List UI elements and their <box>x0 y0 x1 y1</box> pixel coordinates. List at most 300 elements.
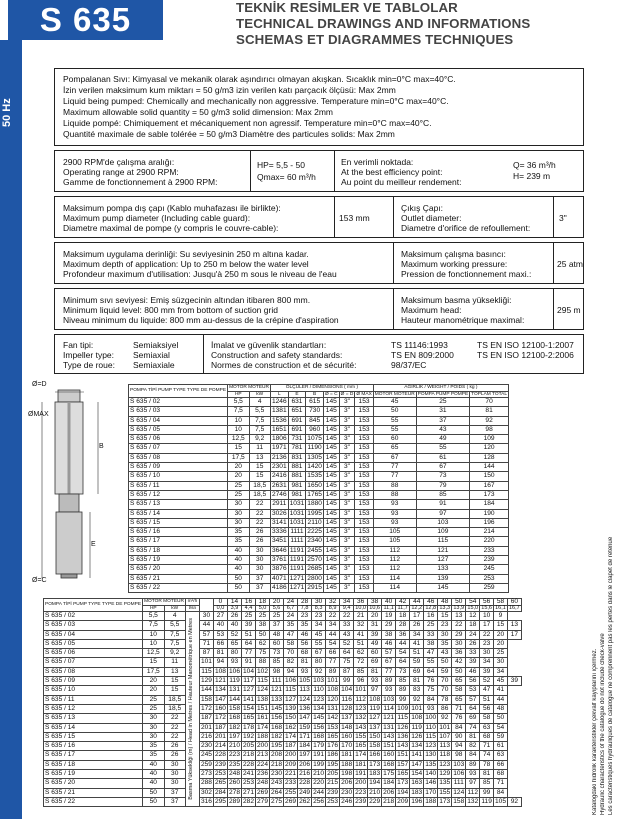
table-cell: 5,5 <box>228 398 249 407</box>
table-row <box>44 723 522 732</box>
flow-ls: 11,7 <box>397 604 408 611</box>
table-cell: 178 <box>243 723 255 731</box>
table-cell: 3" <box>339 509 355 518</box>
table-cell: 228 <box>214 751 226 759</box>
table-cell: 7,5 <box>143 621 164 630</box>
table-cell: 61 <box>416 453 469 462</box>
table-cell: 196 <box>470 518 509 527</box>
std-ts: TS EN 809:2000 <box>391 350 454 360</box>
flow-m3h: 18 <box>256 599 270 606</box>
table-cell: 105 <box>373 528 416 537</box>
table-cell: 36 <box>396 630 410 639</box>
table-cell: 151 <box>397 751 409 759</box>
table-cell: 121 <box>271 686 283 694</box>
table-cell: 224 <box>257 760 269 768</box>
table-cell: 119 <box>411 723 422 731</box>
table-cell: 81 <box>410 677 424 686</box>
table-cell: 127 <box>285 695 297 703</box>
table-cell: 114 <box>373 574 416 583</box>
table-cell: 84 <box>493 788 507 797</box>
table-cell: 124 <box>453 788 465 796</box>
table-cell: 88 <box>373 481 416 490</box>
table-cell: S 635 / 19 <box>129 556 228 565</box>
flow-ls: 5,0 <box>256 605 270 612</box>
flow-ls: 16,7 <box>509 604 520 611</box>
head-line: Maximum head: <box>401 305 462 315</box>
table-cell: 210 <box>369 788 381 796</box>
table-cell: 191 <box>313 751 325 759</box>
table-cell: 63 <box>480 723 494 732</box>
table-cell: 154 <box>411 770 423 778</box>
table-cell: 81 <box>480 770 494 779</box>
dimensions-table-wrap <box>128 384 509 593</box>
table-cell: 1190 <box>307 444 322 452</box>
table-cell: 1111 <box>288 537 306 546</box>
table-cell: 165 <box>355 742 367 750</box>
table-cell: 60 <box>368 649 382 658</box>
table-cell: 174 <box>355 751 367 759</box>
table-row <box>129 416 509 425</box>
table-row <box>129 425 509 434</box>
table-cell: S 635 / 21 <box>44 788 143 797</box>
table-cell: 99 <box>340 677 354 686</box>
col-kw: kW <box>164 605 185 612</box>
table-cell: 150 <box>470 472 509 481</box>
table-cell: 145 <box>323 481 339 490</box>
table-row <box>129 444 509 453</box>
flow-m3h: 40 <box>382 599 396 606</box>
table-cell: S 635 / 14 <box>44 723 143 732</box>
table-cell: 181 <box>355 760 367 768</box>
table-row <box>129 472 509 481</box>
table-cell: 115 <box>416 537 469 546</box>
table-cell: 187 <box>285 742 297 750</box>
table-cell: 151 <box>383 742 395 750</box>
flow-ls: 12,8 <box>425 604 437 611</box>
table-cell: 20 <box>493 639 507 648</box>
table-cell: 3761 <box>271 556 287 564</box>
pressure-line: Maksimum çalışma basıncı: <box>401 249 506 259</box>
table-cell: 31 <box>368 621 382 630</box>
table-cell: 3" <box>339 583 355 592</box>
flow-m3h: 24 <box>284 599 298 606</box>
fan-value: Semiaxiale <box>133 360 175 370</box>
page-heading <box>236 0 616 48</box>
table-cell: 162 <box>285 723 297 731</box>
table-cell: 71 <box>493 779 507 788</box>
table-cell: 183 <box>411 788 423 796</box>
table-cell: 106 <box>453 770 465 778</box>
table-cell: 52 <box>480 677 494 686</box>
table-cell: S 635 / 22 <box>129 583 228 592</box>
table-row <box>44 630 522 639</box>
flow-ls: 13,3 <box>439 604 451 611</box>
table-cell: 2915 <box>307 583 322 591</box>
table-cell: 228 <box>243 760 255 768</box>
table-cell: 194 <box>397 788 409 796</box>
table-cell: 2301 <box>271 463 287 471</box>
table-cell: 153 <box>355 416 373 425</box>
table-cell: 3336 <box>271 528 287 536</box>
table-cell: 35 <box>438 639 452 648</box>
table-cell: 153 <box>355 463 373 472</box>
table-cell: 282 <box>243 797 255 805</box>
table-cell: 30 <box>228 518 249 527</box>
table-cell: 249 <box>299 788 311 796</box>
table-cell: 108 <box>214 667 226 675</box>
table-cell: 29 <box>452 630 466 639</box>
table-cell: 62 <box>256 639 270 648</box>
table-cell: 153 <box>327 723 339 731</box>
table-cell: 113 <box>439 742 450 750</box>
table-cell: 153 <box>355 565 373 574</box>
table-cell: 1111 <box>288 528 306 537</box>
table-cell: S 635 / 05 <box>129 425 228 434</box>
table-cell: 17 <box>480 621 494 630</box>
table-cell: 208 <box>271 751 283 759</box>
table-cell: 50 <box>438 658 452 667</box>
table-cell: 214 <box>470 528 509 537</box>
table-cell: 136 <box>299 704 311 712</box>
table-cell: 2911 <box>272 500 287 508</box>
table-cell: 77 <box>242 649 256 658</box>
table-cell: 64 <box>424 667 438 676</box>
table-cell: 51 <box>410 649 424 658</box>
table-cell: 3" <box>339 546 355 555</box>
table-cell: 84 <box>424 695 438 704</box>
table-cell: 61 <box>493 742 507 751</box>
table-cell: 11 <box>249 444 270 453</box>
table-cell: 92 <box>410 695 424 704</box>
table-cell: 153 <box>355 444 373 453</box>
table-cell: 86 <box>438 704 452 713</box>
table-row <box>44 612 522 621</box>
table-cell: 221 <box>285 770 297 778</box>
table-cell: 43 <box>340 630 354 639</box>
table-cell: S 635 / 07 <box>44 658 143 667</box>
table-cell: 248 <box>228 770 240 778</box>
table-cell: 158 <box>453 797 465 805</box>
table-cell: 145 <box>313 714 325 722</box>
table-cell: 153 <box>355 425 373 434</box>
performance-table-wrap <box>43 598 522 807</box>
table-cell: 105 <box>494 797 506 805</box>
table-cell: 195 <box>327 760 339 768</box>
table-cell: 100 <box>425 714 437 722</box>
table-row <box>129 500 509 509</box>
table-cell: 87 <box>199 649 213 658</box>
table-cell: 55 <box>424 658 438 667</box>
table-cell: 80 <box>312 658 326 667</box>
table-row <box>129 546 509 555</box>
table-cell: 12,5 <box>143 649 164 658</box>
max-diameter-value: 153 mm <box>339 213 370 223</box>
table-cell: S 635 / 17 <box>129 537 228 546</box>
table-cell: 126 <box>411 732 423 740</box>
table-cell: 119 <box>481 797 492 805</box>
table-cell: 3" <box>339 463 355 472</box>
table-cell: 9 <box>493 612 507 621</box>
table-cell: 89 <box>466 760 480 769</box>
table-cell: 129 <box>439 770 451 778</box>
table-cell: 51 <box>354 639 368 648</box>
table-cell: S 635 / 18 <box>44 760 143 769</box>
table-cell: 40 <box>228 565 249 574</box>
table-cell: 1535 <box>307 472 322 480</box>
table-cell: 145 <box>323 565 339 574</box>
table-cell: 76 <box>424 677 438 686</box>
heading-en: TECHNICAL DRAWINGS AND INFORMATIONS <box>236 16 531 31</box>
table-cell: 172 <box>200 704 212 712</box>
table-cell: 35 <box>298 621 312 630</box>
table-cell: 881 <box>288 472 306 481</box>
table-cell: 26 <box>164 751 185 760</box>
diam-line: Diametre maximal de pompe (y compris le couvre-cable): <box>63 223 279 233</box>
table-cell: 108 <box>411 714 423 722</box>
operating-range-box <box>54 150 584 192</box>
table-cell: 88 <box>373 490 416 499</box>
table-cell: 22 <box>480 630 494 639</box>
table-cell: 41 <box>354 630 368 639</box>
table-cell: 153 <box>355 453 373 462</box>
table-cell: 55 <box>373 425 416 434</box>
table-cell: 69 <box>466 714 480 723</box>
table-cell: 24 <box>284 612 298 621</box>
table-cell: 30 <box>143 723 164 732</box>
table-cell: 34 <box>312 621 326 630</box>
table-cell: 15 <box>143 658 164 667</box>
table-cell: 48 <box>270 630 284 639</box>
table-cell: 73 <box>396 667 410 676</box>
table-cell: 93 <box>227 658 241 667</box>
table-cell: 15 <box>164 686 185 695</box>
table-cell: 40 <box>143 779 164 788</box>
table-cell: 69 <box>410 667 424 676</box>
level-line: Minimum liquid level: 800 mm from bottom of suction grid <box>63 305 278 315</box>
table-cell: 179 <box>313 742 325 750</box>
table-cell: 239 <box>214 760 226 768</box>
table-cell: 230 <box>200 742 212 750</box>
table-cell: 168 <box>313 732 325 740</box>
table-cell: 845 <box>306 416 324 425</box>
table-cell: 44 <box>326 630 340 639</box>
table-cell: 145 <box>323 574 339 583</box>
table-cell: 93 <box>368 677 382 686</box>
diam-line: Maksimum pompa dış çapı (Kablo muhafazası ile birlikte): <box>63 203 281 213</box>
table-cell: 147 <box>411 760 423 768</box>
table-cell: 30 <box>164 779 185 788</box>
table-cell: S 635 / 15 <box>129 518 228 527</box>
table-cell: 144 <box>200 686 212 694</box>
table-cell: 111 <box>271 677 282 685</box>
table-cell: 25 <box>228 490 249 499</box>
table-cell: 74 <box>466 723 480 732</box>
flow-ls: 7,8 <box>298 605 312 612</box>
flow-ls: 3,9 <box>227 605 241 612</box>
table-cell: 730 <box>306 407 324 416</box>
side-note-line: Les caractéristiques hydrauliques de catalogue ne comprennent pas les pertes dans le clapet de retenue <box>608 536 614 815</box>
table-cell: 106 <box>285 677 297 685</box>
table-row <box>44 667 522 676</box>
table-row <box>44 695 522 704</box>
table-cell: 153 <box>355 407 373 416</box>
table-cell: 123 <box>425 742 437 750</box>
table-cell: 145 <box>323 398 339 407</box>
table-cell: 7,5 <box>164 639 185 648</box>
table-cell: 2136 <box>271 453 287 461</box>
table-cell: 194 <box>369 779 381 787</box>
std-label: Construction and safety standards: <box>211 350 343 360</box>
heading-fr: SCHEMAS ET DIAGRAMMES TECHNIQUES <box>236 32 514 47</box>
table-cell: 51 <box>480 695 494 704</box>
table-cell: 64 <box>340 649 354 658</box>
table-cell: 111 <box>453 779 464 787</box>
flow-m3h: 30 <box>312 599 326 606</box>
table-cell: 25 <box>143 704 164 713</box>
op-line: Operating range at 2900 RPM: <box>63 167 179 177</box>
table-cell: 233 <box>285 779 297 787</box>
table-cell: 112 <box>373 546 416 555</box>
table-cell: 145 <box>323 490 339 499</box>
table-cell: 40 <box>228 556 249 565</box>
table-cell: S 635 / 07 <box>129 444 228 453</box>
table-cell: 244 <box>313 788 325 796</box>
table-cell: 25 <box>493 649 507 658</box>
table-cell: 43 <box>438 649 452 658</box>
table-cell: 46 <box>298 630 312 639</box>
table-row <box>44 677 522 686</box>
table-cell: 206 <box>299 760 311 768</box>
qmax: Qmax= 60 m³/h <box>257 172 316 182</box>
table-cell: 130 <box>425 751 437 759</box>
table-cell: 241 <box>243 770 255 778</box>
table-cell: 50 <box>228 574 249 583</box>
table-cell: 33 <box>340 621 354 630</box>
side-note-line: Hydraulic characteristics of the catalogue do not include check-valve <box>600 633 606 815</box>
table-cell: 4 <box>164 612 185 621</box>
table-cell: 60 <box>373 435 416 444</box>
table-cell: 145 <box>323 583 339 592</box>
flow-m3h: 46 <box>424 599 438 606</box>
table-cell: 30 <box>199 612 213 621</box>
flow-m3h: 36 <box>354 599 368 606</box>
table-cell: 81 <box>368 667 382 676</box>
table-cell: 84 <box>466 751 480 760</box>
table-cell: 4071 <box>271 574 287 582</box>
table-cell: 22 <box>164 714 185 723</box>
table-cell: 230 <box>271 770 283 778</box>
table-cell: 79 <box>416 481 469 490</box>
table-cell: S 635 / 04 <box>44 630 143 639</box>
table-cell: 206 <box>383 788 395 796</box>
table-cell: 139 <box>416 574 469 583</box>
table-cell: 1191 <box>289 565 305 573</box>
table-cell: 153 <box>355 500 373 509</box>
table-cell: 15 <box>249 472 270 481</box>
table-cell: S 635 / 02 <box>129 398 228 407</box>
table-cell: 960 <box>306 425 324 434</box>
table-cell: 279 <box>257 797 269 805</box>
table-cell: 19 <box>382 612 396 621</box>
table-cell: 50 <box>143 788 164 797</box>
table-cell: 40 <box>143 760 164 769</box>
table-cell: 104 <box>243 667 255 675</box>
table-cell: 110 <box>425 723 436 731</box>
table-cell: 1651 <box>271 425 287 433</box>
head-axis-text: Basma Yüksekliği (m) / Head in Metres / Hauteur Manométrique en Metres <box>187 618 194 800</box>
table-cell: 15 <box>249 463 270 472</box>
table-cell: 11 <box>164 658 185 667</box>
std-en: TS EN ISO 12100-2:2006 <box>477 350 574 360</box>
level-box <box>54 288 584 330</box>
table-cell: 2746 <box>271 490 287 498</box>
table-cell: 101 <box>355 686 367 694</box>
table-cell: 70 <box>438 677 452 686</box>
table-cell: 170 <box>341 742 353 750</box>
table-cell: 201 <box>214 732 226 740</box>
table-cell: 214 <box>214 742 226 750</box>
table-cell: 50 <box>452 667 466 676</box>
col-header: Ø = D <box>340 391 354 397</box>
table-cell: 264 <box>271 788 283 796</box>
table-cell: 691 <box>288 425 306 434</box>
flow-m3h: 44 <box>410 599 424 606</box>
table-cell: 631 <box>288 398 306 407</box>
table-cell: 89 <box>382 677 396 686</box>
table-cell: 205 <box>327 770 339 778</box>
eff-line: At the best efficiency point: <box>341 167 443 177</box>
table-cell: 37 <box>270 621 284 630</box>
table-cell: 145 <box>323 500 339 509</box>
table-cell: 3" <box>339 556 355 565</box>
table-cell: 128 <box>341 704 353 712</box>
table-cell: 153 <box>355 481 373 490</box>
table-cell: 2416 <box>271 472 287 480</box>
table-cell: 220 <box>313 779 325 787</box>
table-cell: 22 <box>164 723 185 732</box>
table-cell: 75 <box>340 658 354 667</box>
table-cell: 65 <box>452 695 466 704</box>
table-cell: 44 <box>493 695 507 704</box>
table-cell: 3" <box>339 565 355 574</box>
table-cell: 23 <box>298 612 312 621</box>
table-cell: 1381 <box>271 407 287 415</box>
table-cell: 2631 <box>271 481 287 489</box>
table-cell: 201 <box>200 723 212 731</box>
best-q: Q= 36 m³/h <box>513 160 556 170</box>
table-cell: 34 <box>480 658 494 667</box>
table-cell: 31 <box>416 407 469 416</box>
table-cell: 81 <box>298 658 312 667</box>
table-row <box>129 398 509 407</box>
table-cell: 199 <box>313 760 325 768</box>
table-cell: 30 <box>249 556 270 565</box>
flow-m3h: 42 <box>396 599 410 606</box>
table-cell: 10 <box>143 639 164 648</box>
table-cell: S 635 / 15 <box>44 732 143 741</box>
table-cell: 191 <box>355 770 367 778</box>
table-cell: 59 <box>493 732 507 741</box>
table-cell: 168 <box>228 714 240 722</box>
table-cell: 15 <box>228 444 249 453</box>
table-cell: 158 <box>200 695 212 703</box>
table-cell: 142 <box>327 714 339 722</box>
table-cell: 93 <box>424 704 438 713</box>
table-cell: 57 <box>466 695 480 704</box>
table-cell: 176 <box>327 742 339 750</box>
fan-label: Impeller type: <box>63 350 115 360</box>
op-line: 2900 RPM'de çalışma aralığı: <box>63 157 175 167</box>
